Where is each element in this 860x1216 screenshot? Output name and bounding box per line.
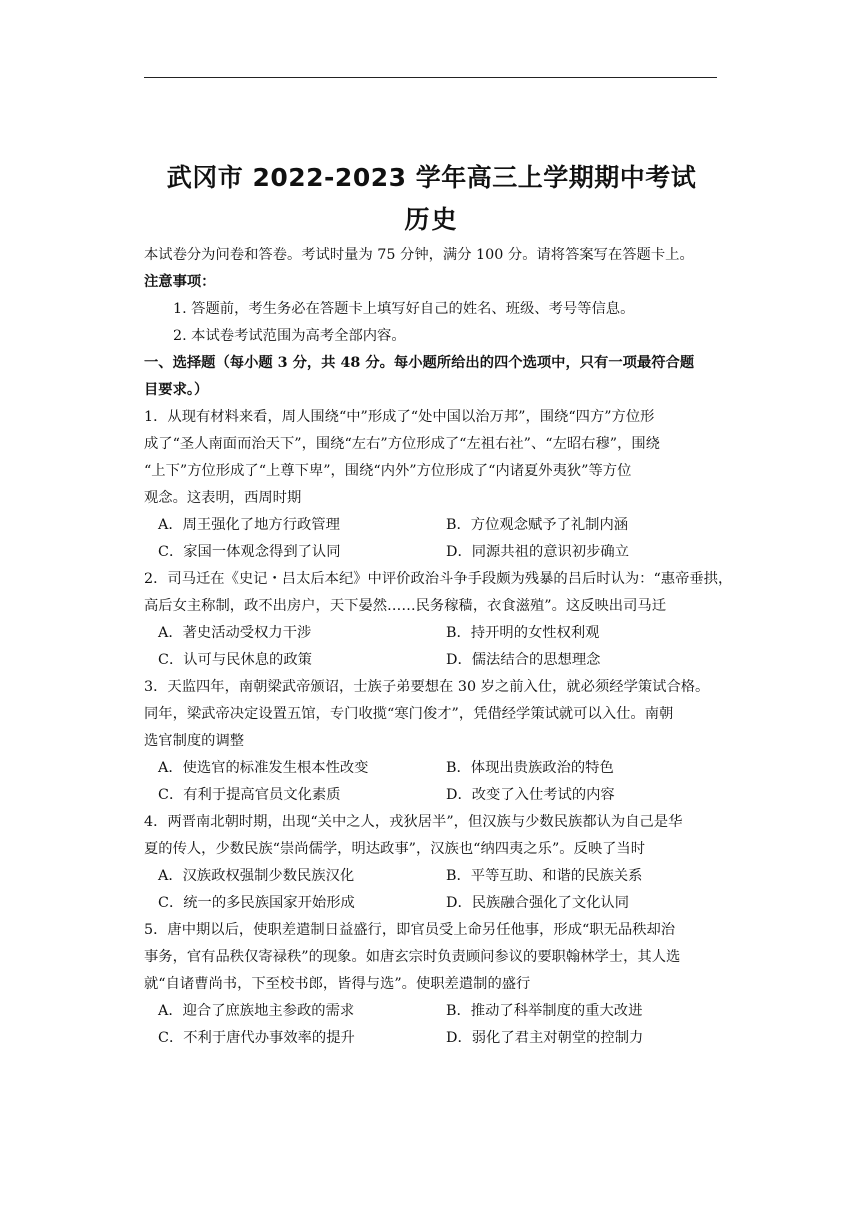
option-b: B．方位观念赋予了礼制内涵 — [446, 517, 629, 533]
option-c: C．家国一体观念得到了认同 — [158, 544, 341, 560]
question-text: 夏的传人，少数民族“崇尚儒学，明达政事”，汉族也“纳四夷之乐”。反映了当时 — [144, 841, 646, 857]
options — [144, 863, 719, 917]
question-4 — [144, 809, 719, 917]
header-rule — [144, 77, 717, 78]
question-text: 观念。这表明，西周时期 — [144, 490, 302, 506]
question-text: 3．天监四年，南朝梁武帝颁诏，士族子弟要想在 30 岁之前入仕，就必须经学策试合格。 — [144, 679, 710, 695]
options — [144, 998, 719, 1052]
question-3 — [144, 674, 719, 809]
question-5 — [144, 917, 719, 1052]
question-text: 1．从现有材料来看，周人围绕“中”形成了“处中国以治万邦”，围绕“四方”方位形 — [144, 409, 655, 425]
option-a: A．著史活动受权力干涉 — [158, 625, 312, 641]
notice-heading: 注意事项： — [144, 274, 216, 290]
option-a: A．周王强化了地方行政管理 — [158, 517, 340, 533]
option-a: A．汉族政权强制少数民族汉化 — [158, 868, 355, 884]
question-text: 4．两晋南北朝时期，出现“关中之人，戎狄居半”，但汉族与少数民族都认为自己是华 — [144, 814, 683, 830]
notice-item: 1. 答题前，考生务必在答题卡上填写好自己的姓名、班级、考号等信息。 — [173, 301, 635, 317]
question-text: 选官制度的调整 — [144, 733, 245, 749]
options — [144, 512, 719, 566]
notice-item: 2. 本试卷考试范围为高考全部内容。 — [173, 328, 406, 344]
question-text: 事务，官有品秩仅寄禄秩”的现象。如唐玄宗时负责顾问参议的要职翰林学士，其人选 — [144, 949, 681, 965]
exam-title: 武冈市 2022-2023 学年高三上学期期中考试 — [166, 163, 697, 192]
option-b: B．平等互助、和谐的民族关系 — [446, 868, 643, 884]
option-d: D．民族融合强化了文化认同 — [446, 895, 630, 911]
options — [144, 620, 719, 674]
option-c: C．统一的多民族国家开始形成 — [158, 895, 355, 911]
option-d: D．改变了入仕考试的内容 — [446, 787, 615, 803]
question-text: 高后女主称制，政不出房户，天下晏然……民务稼穑，衣食滋殖”。这反映出司马迁 — [144, 598, 666, 614]
question-text: 就“自诸曹尚书，下至校书郎，皆得与选”。使职差遣制的盛行 — [144, 976, 531, 992]
question-2 — [144, 566, 733, 674]
option-d: D．同源共祖的意识初步确立 — [446, 544, 630, 560]
question-text: 成了“圣人南面而治天下”，围绕“左右”方位形成了“左祖右社”、“左昭右穆”，围绕 — [144, 436, 660, 452]
option-b: B．体现出贵族政治的特色 — [446, 760, 614, 776]
question-text: “上下”方位形成了“上尊下卑”，围绕“内外”方位形成了“内诸夏外夷狄”等方位 — [144, 463, 632, 479]
option-a: A．迎合了庶族地主参政的需求 — [158, 1003, 355, 1019]
options — [144, 755, 719, 809]
question-text: 2．司马迁在《史记・吕太后本纪》中评价政治斗争手段颇为残暴的吕后时认为：“惠帝垂拱， — [144, 571, 733, 587]
option-c: C．不利于唐代办事效率的提升 — [158, 1030, 355, 1046]
section-heading: 一、选择题（每小题 3 分，共 48 分。每小题所给出的四个选项中，只有一项最符合题 — [144, 355, 695, 371]
question-1 — [144, 404, 719, 566]
option-a: A．使选官的标准发生根本性改变 — [158, 760, 369, 776]
question-text: 同年，梁武帝决定设置五馆，专门收揽“寒门俊才”，凭借经学策试就可以入仕。南朝 — [144, 706, 674, 722]
option-c: C．有利于提高官员文化素质 — [158, 787, 341, 803]
exam-subject: 历史 — [404, 205, 459, 234]
option-b: B．推动了科举制度的重大改进 — [446, 1003, 643, 1019]
option-c: C．认可与民休息的政策 — [158, 652, 312, 668]
option-b: B．持开明的女性权利观 — [446, 625, 600, 641]
exam-intro: 本试卷分为问卷和答卷。考试时量为 75 分钟，满分 100 分。请将答案写在答题卡上。 — [144, 247, 694, 263]
option-d: D．弱化了君主对朝堂的控制力 — [446, 1030, 644, 1046]
option-d: D．儒法结合的思想理念 — [446, 652, 601, 668]
exam-page — [144, 160, 733, 1052]
section-heading: 目要求。） — [144, 382, 209, 398]
question-text: 5．唐中期以后，使职差遣制日益盛行，即官员受上命另任他事，形成“职无品秩却治 — [144, 922, 676, 938]
